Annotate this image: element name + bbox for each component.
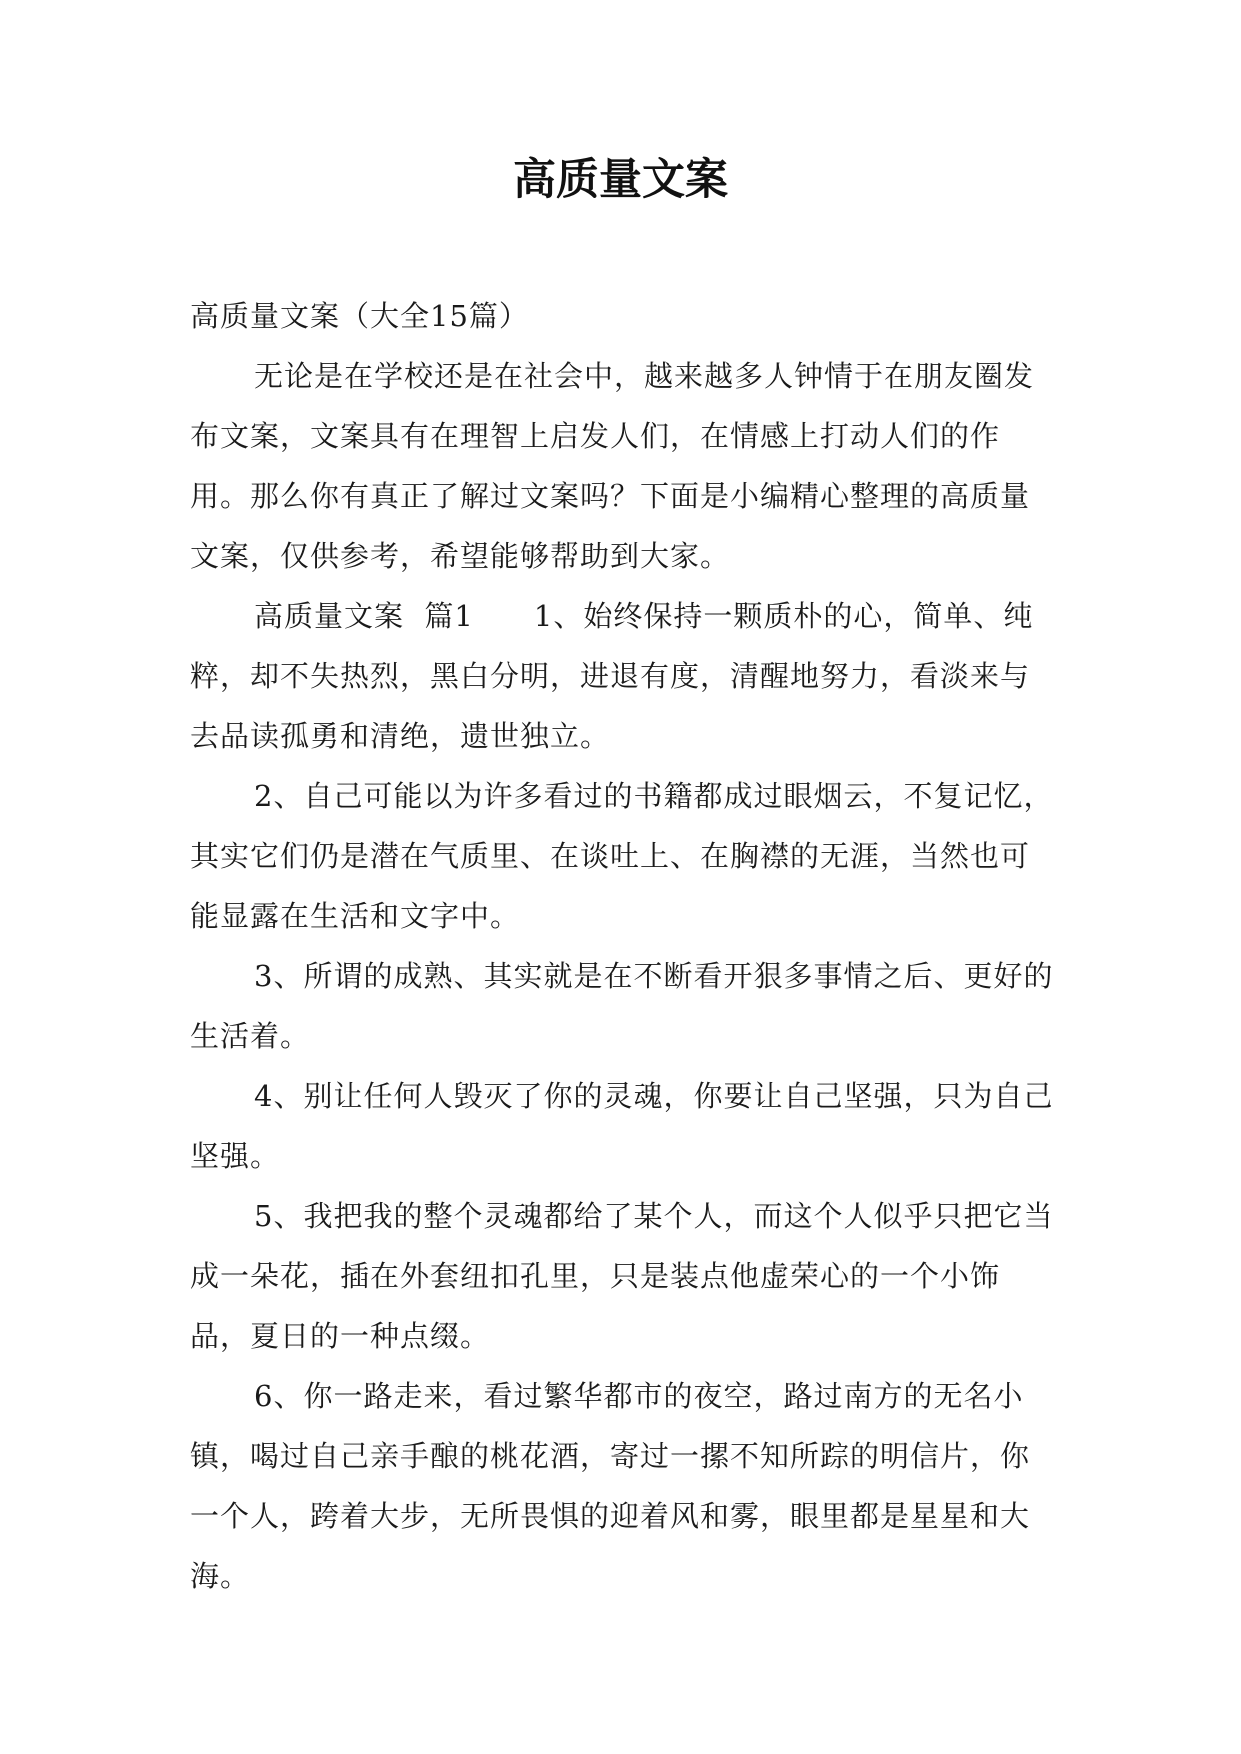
document-subtitle: 高质量文案（大全15篇） bbox=[190, 299, 529, 333]
list-item: 5、我把我的整个灵魂都给了某个人，而这个人似乎只把它当成一朵花，插在外套纽扣孔里，只是装点他虚荣心的一个小饰品，夏日的一种点缀。 bbox=[190, 1199, 1054, 1353]
document-body bbox=[190, 286, 1056, 1606]
list-item: 3、所谓的成熟、其实就是在不断看开狠多事情之后、更好的生活着。 bbox=[190, 959, 1054, 1053]
section-1-paragraph bbox=[190, 586, 1056, 766]
list-item: 2、自己可能以为许多看过的书籍都成过眼烟云，不复记忆，其实它们仍是潜在气质里、在谈吐上、在胸襟的无涯，当然也可能显露在生活和文字中。 bbox=[190, 779, 1054, 933]
list-item: 4、别让任何人毁灭了你的灵魂，你要让自己坚强，只为自己坚强。 bbox=[190, 1079, 1054, 1173]
list-item: 6、你一路走来，看过繁华都市的夜空，路过南方的无名小镇，喝过自己亲手酿的桃花酒，寄过一摞不知所踪的明信片，你一个人，跨着大步，无所畏惧的迎着风和雾，眼里都是星星和大海。 bbox=[190, 1379, 1031, 1593]
list-item: 1、始终保持一颗质朴的心，简单、纯粹，却不失热烈，黑白分明，进退有度，清醒地努力，看淡来与去品读孤勇和清绝，遗世独立。 bbox=[190, 599, 1034, 753]
section-heading: 高质量文案 篇1 bbox=[254, 599, 534, 633]
document-title: 高质量文案 bbox=[513, 155, 728, 205]
intro-paragraph: 无论是在学校还是在社会中，越来越多人钟情于在朋友圈发布文案，文案具有在理智上启发人们，在情感上打动人们的作用。那么你有真正了解过文案吗？下面是小编精心整理的高质量文案，仅供参考，希望能够帮助到大家。 bbox=[190, 359, 1035, 573]
